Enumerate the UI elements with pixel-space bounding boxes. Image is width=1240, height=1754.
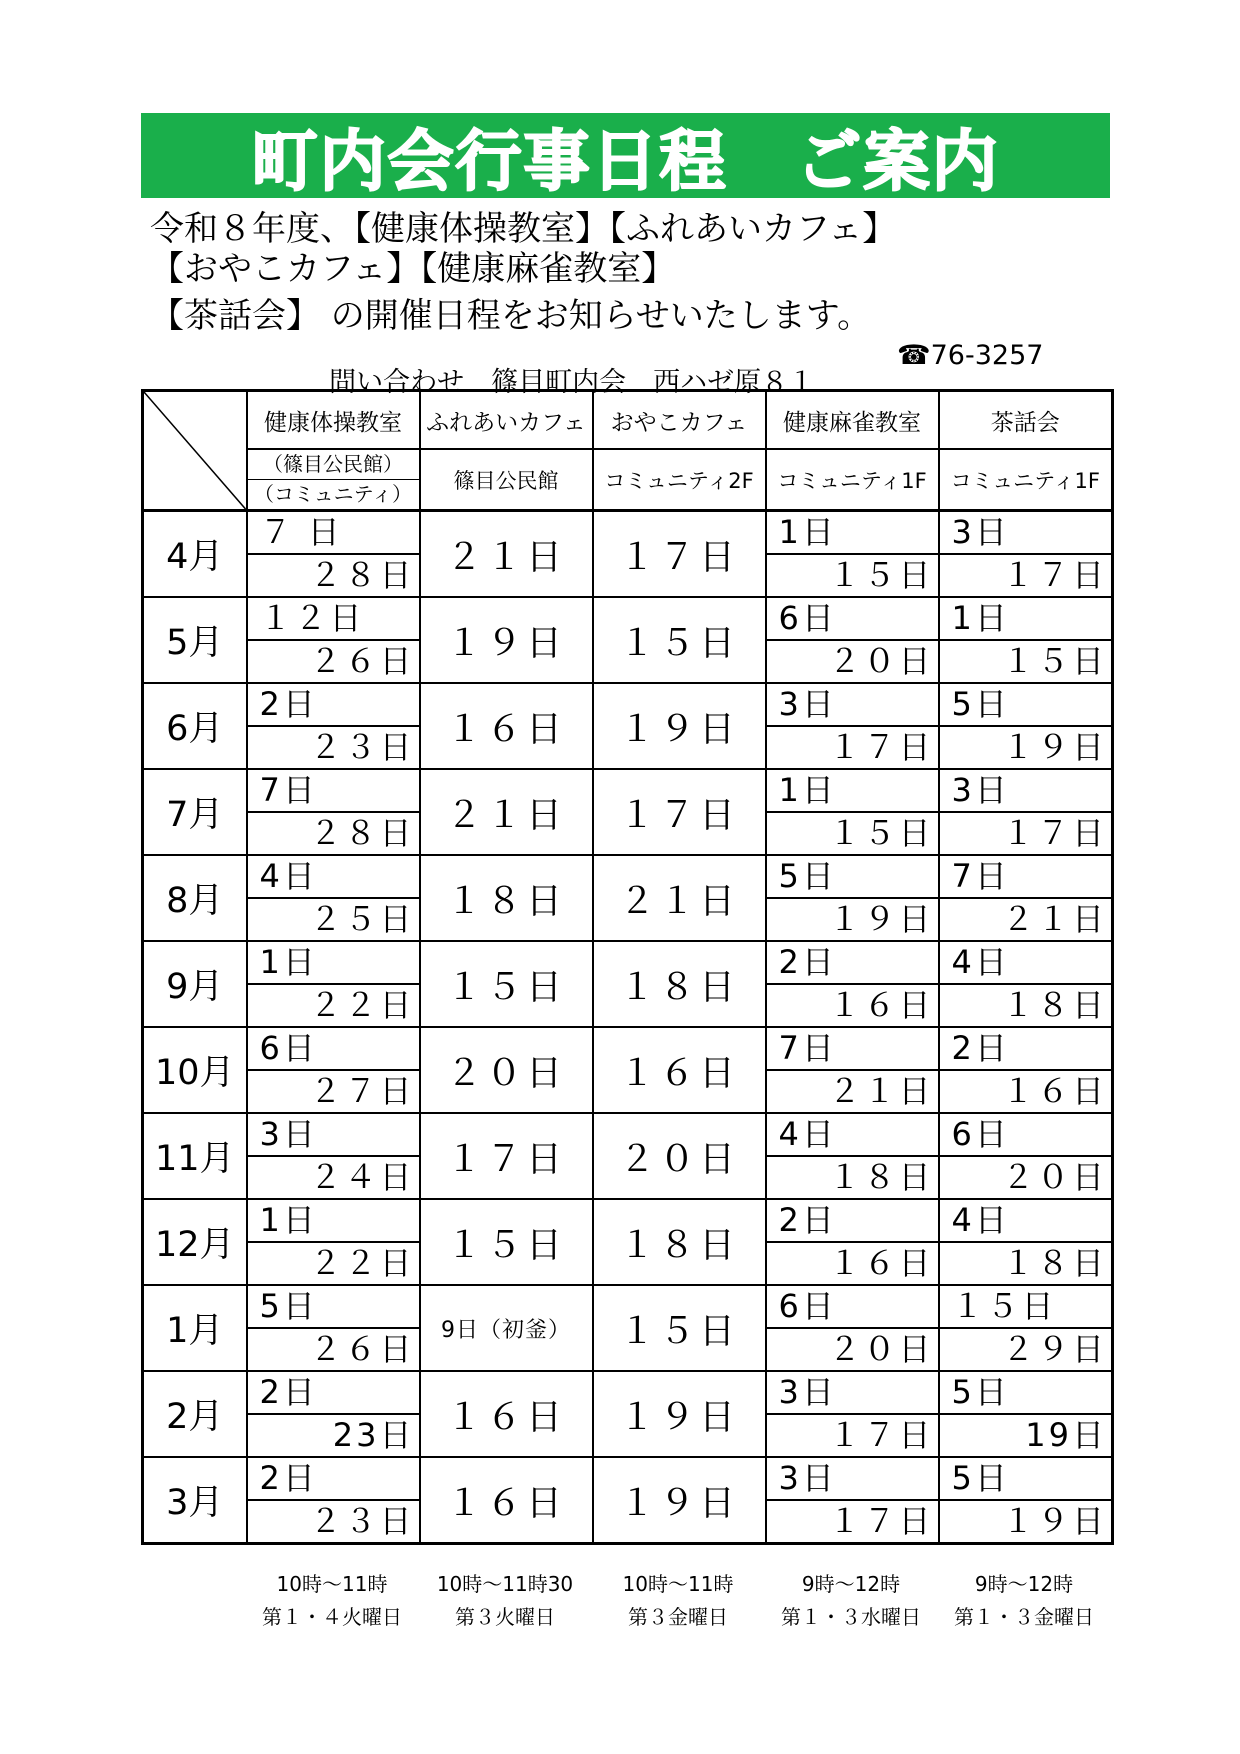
schedule-table (141, 389, 1114, 1545)
mahjong-dates-cell (766, 855, 939, 941)
taiso-date-2: ２３日 (309, 1502, 415, 1540)
sawa-date-2: ２０日 (1001, 1158, 1107, 1196)
mahjong-dates-cell (766, 1199, 939, 1285)
table-row (143, 1285, 1113, 1371)
sawa-date-2: １９日 (1001, 1502, 1107, 1540)
oyako-date-cell: ２１日 (593, 855, 766, 941)
oyako-date-cell: １９日 (593, 1457, 766, 1544)
contact-address: 問い合わせ 篠目町内会 西ハゼ原８１ (329, 367, 816, 398)
oyako-date-cell: １６日 (593, 1027, 766, 1113)
taiso-dates-cell (247, 511, 420, 598)
mahjong-date-2: １７日 (828, 1416, 934, 1454)
mahjong-date-1: 6日 (767, 1286, 938, 1329)
mahjong-dates-cell (766, 1371, 939, 1457)
mahjong-date-2: １５日 (828, 814, 934, 852)
oyako-date-cell: １９日 (593, 1371, 766, 1457)
sawa-date-1: 7日 (940, 856, 1112, 899)
venue-mahjong: コミュニティ1F (766, 449, 939, 511)
table-row (143, 855, 1113, 941)
venue-fureai: 篠目公民館 (420, 449, 593, 511)
mahjong-dates-cell (766, 941, 939, 1027)
taiso-date-1: 1日 (248, 942, 419, 985)
footer-schedule: 第１・３水曜日 (781, 1605, 921, 1629)
month-cell: 6月 (143, 683, 247, 769)
month-cell: 3月 (143, 1457, 247, 1544)
taiso-dates-cell (247, 1113, 420, 1199)
mahjong-date-2: １６日 (828, 1244, 934, 1282)
month-cell: 9月 (143, 941, 247, 1027)
diagonal-line (144, 392, 246, 509)
sawa-dates-cell (939, 769, 1113, 855)
taiso-date-1: 2日 (248, 1372, 419, 1415)
title-banner (141, 113, 1110, 198)
table-row (143, 769, 1113, 855)
header-sawa: 茶話会 (939, 391, 1113, 450)
venue-taiso-line-1: （篠目公民館） (248, 450, 419, 480)
sawa-date-1: 2日 (940, 1028, 1112, 1071)
footer-schedule: 第３火曜日 (455, 1605, 555, 1629)
mahjong-date-1: 6日 (767, 598, 938, 641)
oyako-date-cell: １８日 (593, 941, 766, 1027)
taiso-dates-cell (247, 855, 420, 941)
header-mahjong: 健康麻雀教室 (766, 391, 939, 450)
mahjong-dates-cell (766, 1285, 939, 1371)
sawa-dates-cell (939, 1457, 1113, 1544)
venue-taiso-line-2: （コミュニティ） (254, 482, 412, 506)
sawa-dates-cell (939, 597, 1113, 683)
taiso-dates-cell (247, 1027, 420, 1113)
mahjong-dates-cell (766, 769, 939, 855)
mahjong-date-1: 1日 (767, 512, 938, 555)
oyako-date-cell: １９日 (593, 683, 766, 769)
month-cell: 1月 (143, 1285, 247, 1371)
fureai-date-cell: １５日 (420, 941, 593, 1027)
fureai-date-cell: ２１日 (420, 769, 593, 855)
corner-cell (143, 391, 247, 511)
fureai-date-cell: １６日 (420, 1457, 593, 1544)
sawa-date-2: １９日 (1001, 728, 1107, 766)
table-row (143, 1371, 1113, 1457)
table-row (143, 597, 1113, 683)
table-row (143, 1457, 1113, 1544)
mahjong-date-2: ２０日 (828, 642, 934, 680)
taiso-dates-cell (247, 597, 420, 683)
taiso-date-2: ２８日 (309, 556, 415, 594)
oyako-date-cell: １８日 (593, 1199, 766, 1285)
taiso-date-1: 6日 (248, 1028, 419, 1071)
footer-schedule: 第３金曜日 (628, 1605, 728, 1629)
mahjong-dates-cell (766, 1027, 939, 1113)
taiso-date-2: ２８日 (309, 814, 415, 852)
sawa-dates-cell (939, 1199, 1113, 1285)
mahjong-date-1: 2日 (767, 942, 938, 985)
mahjong-date-1: 3日 (767, 684, 938, 727)
taiso-date-2: ２７日 (309, 1072, 415, 1110)
month-cell: 5月 (143, 597, 247, 683)
mahjong-date-2: １７日 (828, 1502, 934, 1540)
mahjong-dates-cell (766, 1457, 939, 1544)
intro-line-1: 令和８年度、【健康体操教室】【ふれあいカフェ】 (150, 209, 897, 249)
sawa-dates-cell (939, 511, 1113, 598)
month-cell: 10月 (143, 1027, 247, 1113)
sawa-dates-cell (939, 855, 1113, 941)
taiso-dates-cell (247, 941, 420, 1027)
month-cell: 12月 (143, 1199, 247, 1285)
footer-time: 9時～12時 (974, 1572, 1074, 1596)
sawa-date-2: １５日 (1001, 642, 1107, 680)
fureai-date-cell: １６日 (420, 683, 593, 769)
intro-line-2: 【おやこカフェ】【健康麻雀教室】 (150, 249, 676, 289)
taiso-date-1: 2日 (248, 684, 419, 727)
footer-time: 9時～12時 (801, 1572, 901, 1596)
mahjong-date-2: １８日 (828, 1158, 934, 1196)
taiso-date-2: ２２日 (309, 986, 415, 1024)
oyako-date-cell: １７日 (593, 511, 766, 598)
venue-taiso (247, 449, 420, 511)
mahjong-date-2: ２１日 (828, 1072, 934, 1110)
table-row (143, 1027, 1113, 1113)
mahjong-date-1: 4日 (767, 1114, 938, 1157)
footer-time: 10時～11時30 (436, 1572, 574, 1596)
mahjong-dates-cell (766, 511, 939, 598)
taiso-dates-cell (247, 1457, 420, 1544)
oyako-date-cell: １５日 (593, 597, 766, 683)
intro-line-3: 【茶話会】 の開催日程をお知らせいたします。 (150, 296, 872, 336)
sawa-date-2: １８日 (1001, 986, 1107, 1024)
taiso-date-1: 4日 (248, 856, 419, 899)
sawa-dates-cell (939, 1113, 1113, 1199)
month-cell: 2月 (143, 1371, 247, 1457)
sawa-date-2: １８日 (1001, 1244, 1107, 1282)
mahjong-date-1: 1日 (767, 770, 938, 813)
phone-number: ☎76-3257 (897, 340, 1044, 371)
header-oyako: おやこカフェ (593, 391, 766, 450)
sawa-date-1: 3日 (940, 770, 1112, 813)
mahjong-date-1: 7日 (767, 1028, 938, 1071)
mahjong-date-2: １６日 (828, 986, 934, 1024)
taiso-date-1: 3日 (248, 1114, 419, 1157)
mahjong-date-1: 2日 (767, 1200, 938, 1243)
fureai-date-cell: １５日 (420, 1199, 593, 1285)
fureai-date-cell: １８日 (420, 855, 593, 941)
footer-time: 10時～11時 (276, 1572, 388, 1596)
sawa-date-1: 5日 (940, 1372, 1112, 1415)
taiso-dates-cell (247, 1285, 420, 1371)
sawa-date-1: 4日 (940, 1200, 1112, 1243)
taiso-date-2: ２４日 (309, 1158, 415, 1196)
sawa-dates-cell (939, 683, 1113, 769)
header-taiso: 健康体操教室 (247, 391, 420, 450)
sawa-date-2: １６日 (1001, 1072, 1107, 1110)
fureai-date-cell: 9日（初釜） (420, 1285, 593, 1371)
venue-sawa: コミュニティ1F (939, 449, 1113, 511)
taiso-dates-cell (247, 683, 420, 769)
fureai-date-cell: ２１日 (420, 511, 593, 598)
sawa-date-2: ２１日 (1001, 900, 1107, 938)
fureai-date-cell: １７日 (420, 1113, 593, 1199)
taiso-date-1: ７ 日 (248, 512, 419, 555)
taiso-date-1: 1日 (248, 1200, 419, 1243)
table-row (143, 511, 1113, 598)
sawa-date-2: 19日 (1025, 1416, 1107, 1454)
month-cell: 7月 (143, 769, 247, 855)
taiso-date-1: 5日 (248, 1286, 419, 1329)
footer-time: 10時～11時 (622, 1572, 734, 1596)
taiso-date-1: 2日 (248, 1458, 419, 1501)
mahjong-date-1: 3日 (767, 1458, 938, 1501)
taiso-dates-cell (247, 1371, 420, 1457)
fureai-date-cell: １９日 (420, 597, 593, 683)
mahjong-date-1: 5日 (767, 856, 938, 899)
footer-schedule: 第１・４火曜日 (262, 1605, 402, 1629)
venue-oyako: コミュニティ2F (593, 449, 766, 511)
sawa-date-1: 6日 (940, 1114, 1112, 1157)
sawa-date-1: １５日 (940, 1286, 1112, 1329)
oyako-date-cell: １７日 (593, 769, 766, 855)
taiso-date-2: ２６日 (309, 642, 415, 680)
month-cell: 11月 (143, 1113, 247, 1199)
mahjong-dates-cell (766, 683, 939, 769)
sawa-date-2: １７日 (1001, 556, 1107, 594)
taiso-date-1: 7日 (248, 770, 419, 813)
oyako-date-cell: ２０日 (593, 1113, 766, 1199)
footer-schedule: 第１・３金曜日 (954, 1605, 1094, 1629)
sawa-dates-cell (939, 1285, 1113, 1371)
taiso-date-2: ２２日 (309, 1244, 415, 1282)
sawa-date-2: １７日 (1001, 814, 1107, 852)
sawa-dates-cell (939, 941, 1113, 1027)
page-title: 町内会行事日程 ご案内 (251, 123, 1000, 200)
taiso-date-2: ２３日 (309, 728, 415, 766)
fureai-date-cell: １６日 (420, 1371, 593, 1457)
fureai-date-cell: ２０日 (420, 1027, 593, 1113)
table-row (143, 1199, 1113, 1285)
month-cell: 4月 (143, 511, 247, 598)
taiso-dates-cell (247, 1199, 420, 1285)
sawa-date-1: 3日 (940, 512, 1112, 555)
mahjong-date-1: 3日 (767, 1372, 938, 1415)
mahjong-date-2: １５日 (828, 556, 934, 594)
sawa-date-1: 1日 (940, 598, 1112, 641)
table-row (143, 1113, 1113, 1199)
taiso-date-2: ２５日 (309, 900, 415, 938)
oyako-date-cell: １５日 (593, 1285, 766, 1371)
mahjong-dates-cell (766, 597, 939, 683)
taiso-dates-cell (247, 769, 420, 855)
taiso-date-2: 23日 (332, 1416, 415, 1454)
header-fureai: ふれあいカフェ (420, 391, 593, 450)
taiso-date-2: ２６日 (309, 1330, 415, 1368)
sawa-dates-cell (939, 1027, 1113, 1113)
sawa-date-1: 4日 (940, 942, 1112, 985)
table-row (143, 941, 1113, 1027)
mahjong-dates-cell (766, 1113, 939, 1199)
mahjong-date-2: １９日 (828, 900, 934, 938)
sawa-date-1: 5日 (940, 684, 1112, 727)
table-row (143, 683, 1113, 769)
mahjong-date-2: １７日 (828, 728, 934, 766)
sawa-date-2: ２９日 (1001, 1330, 1107, 1368)
sawa-date-1: 5日 (940, 1458, 1112, 1501)
taiso-date-1: １２日 (248, 598, 419, 641)
month-cell: 8月 (143, 855, 247, 941)
mahjong-date-2: ２０日 (828, 1330, 934, 1368)
sawa-dates-cell (939, 1371, 1113, 1457)
